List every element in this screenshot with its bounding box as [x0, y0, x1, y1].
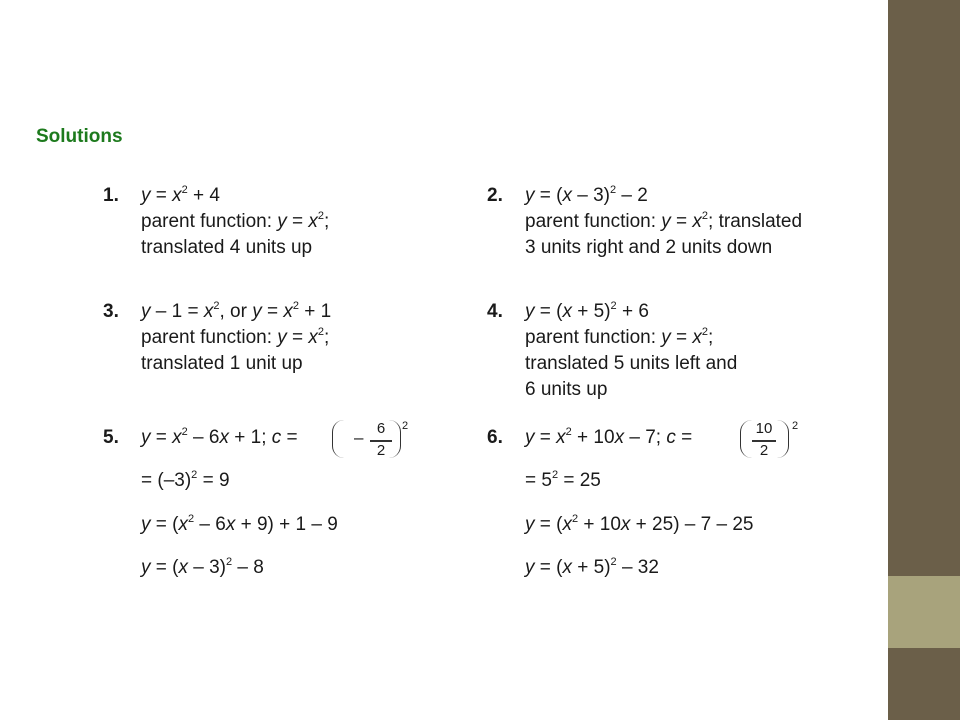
math-text: + 9) + 1 – 9 — [235, 514, 338, 535]
math-text: = ( — [534, 557, 563, 578]
problem-line — [141, 209, 329, 235]
problem-line — [141, 235, 329, 261]
math-text: parent function: — [141, 327, 278, 348]
fraction-denominator: 2 — [376, 442, 386, 459]
problem-line — [525, 351, 737, 377]
math-variable: y — [277, 211, 287, 232]
fraction-exponent: 2 — [792, 420, 799, 432]
exponent: 2 — [610, 555, 617, 568]
right-paren — [776, 420, 789, 458]
math-variable: x — [225, 514, 236, 535]
problem-body — [141, 425, 298, 451]
math-variable: y — [277, 327, 287, 348]
math-text: + 6 — [616, 301, 649, 322]
math-text: – 3) — [187, 557, 227, 578]
fraction-denominator: 2 — [759, 442, 769, 459]
sidebar-accent-band — [888, 576, 960, 648]
problem-line — [525, 325, 737, 351]
math-variable: x — [562, 185, 572, 206]
exponent: 2 — [571, 512, 579, 525]
math-variable: x — [172, 427, 182, 448]
problem-line — [525, 209, 802, 235]
math-text: + 25) – 7 – 25 — [630, 514, 754, 535]
left-paren — [332, 420, 345, 458]
exponent: 2 — [181, 425, 188, 438]
fraction-sign: – — [354, 428, 364, 447]
math-text: ; — [324, 211, 330, 232]
exponent: 2 — [610, 299, 617, 312]
problem-body — [525, 425, 692, 451]
step-6-2 — [525, 514, 753, 536]
problem-body — [525, 183, 802, 261]
math-text: parent function: — [525, 327, 662, 348]
math-variable: x — [178, 557, 188, 578]
problem-line — [141, 325, 331, 351]
fraction-numerator: 6 — [376, 420, 386, 437]
math-variable: y — [661, 327, 671, 348]
exponent: 2 — [213, 299, 220, 312]
exponent: 2 — [701, 209, 709, 222]
math-text: = ( — [150, 514, 179, 535]
math-text: = — [150, 185, 173, 206]
step-5-1 — [141, 470, 230, 492]
math-text: – 6 — [194, 514, 226, 535]
sidebar-decoration — [888, 0, 960, 720]
math-text: = 25 — [558, 470, 601, 491]
exponent: 2 — [292, 299, 299, 312]
math-text: – 3) — [571, 185, 611, 206]
math-variable: x — [283, 301, 293, 322]
problem-number: 2. — [487, 185, 503, 206]
math-text: = (–3) — [141, 470, 192, 491]
math-variable: y — [525, 557, 535, 578]
exponent: 2 — [191, 468, 198, 481]
math-text: = — [261, 301, 284, 322]
math-text: translated 5 units left and — [525, 353, 738, 374]
problem-number: 4. — [487, 301, 503, 322]
math-text: – 8 — [232, 557, 264, 578]
math-variable: x — [620, 514, 631, 535]
math-text: + 1 — [299, 301, 332, 322]
math-text: = — [670, 211, 693, 232]
math-text: ; — [324, 327, 330, 348]
math-variable: y — [525, 301, 535, 322]
problem-line — [525, 377, 737, 403]
math-variable: x — [614, 427, 625, 448]
exponent: 2 — [181, 183, 188, 196]
math-variable: y — [141, 185, 151, 206]
math-variable: x — [562, 557, 572, 578]
math-text: translated 4 units up — [141, 237, 313, 258]
math-text: – 32 — [616, 557, 659, 578]
math-text: 6 units up — [525, 379, 608, 400]
problem-line — [525, 183, 802, 209]
math-variable: x — [178, 514, 188, 535]
problem-body — [141, 299, 331, 377]
math-variable: y — [661, 211, 671, 232]
math-variable: y — [141, 301, 151, 322]
math-text: = — [281, 427, 298, 448]
math-variable: x — [203, 301, 214, 322]
math-variable: x — [692, 327, 702, 348]
math-text: + 10 — [571, 427, 615, 448]
problem-line — [141, 299, 331, 325]
exponent: 2 — [187, 512, 195, 525]
math-text: – 7; — [624, 427, 667, 448]
math-variable: y — [141, 427, 151, 448]
exponent: 2 — [551, 468, 559, 481]
problem-body — [141, 183, 329, 261]
math-text: = ( — [534, 301, 563, 322]
math-variable: y — [252, 301, 262, 322]
math-text: = — [534, 427, 557, 448]
math-variable: x — [308, 327, 318, 348]
math-text: = 9 — [197, 470, 230, 491]
exponent: 2 — [701, 325, 709, 338]
problem-line — [525, 235, 802, 261]
fraction-problem-6 — [740, 420, 820, 464]
math-text: = — [675, 427, 693, 448]
problem-line — [525, 299, 737, 325]
math-text: ; — [708, 327, 714, 348]
step-6-3 — [525, 557, 659, 579]
math-text: + 1; — [228, 427, 272, 448]
math-variable: y — [525, 185, 535, 206]
exponent: 2 — [565, 425, 572, 438]
fraction-exponent: 2 — [402, 420, 409, 432]
problem-line — [141, 351, 331, 377]
math-variable: x — [556, 427, 566, 448]
right-paren — [388, 420, 401, 458]
math-variable: x — [308, 211, 318, 232]
solutions-heading: Solutions — [36, 126, 123, 147]
fraction-numerator: 10 — [755, 420, 773, 437]
math-text: – 6 — [187, 427, 220, 448]
problem-number: 1. — [103, 185, 119, 206]
math-text: = ( — [150, 557, 179, 578]
math-variable: y — [525, 427, 535, 448]
math-variable: x — [172, 185, 182, 206]
math-text: = ( — [534, 514, 563, 535]
math-text: , or — [219, 301, 253, 322]
math-variable: y — [141, 514, 151, 535]
math-variable: c — [666, 427, 676, 448]
exponent: 2 — [610, 183, 617, 196]
math-text: + 4 — [187, 185, 221, 206]
math-text: parent function: — [141, 211, 278, 232]
math-text: + 5) — [571, 557, 611, 578]
problem-number: 5. — [103, 427, 119, 448]
math-text: = — [286, 327, 309, 348]
problem-line — [525, 425, 692, 451]
math-text: parent function: — [525, 211, 662, 232]
exponent: 2 — [317, 209, 325, 222]
step-5-3 — [141, 557, 264, 579]
math-text: = — [286, 211, 309, 232]
math-variable: x — [562, 301, 572, 322]
math-text: = ( — [534, 185, 563, 206]
fraction-problem-5 — [332, 420, 412, 464]
math-text: translated 1 unit up — [141, 353, 303, 374]
math-text: + 5) — [571, 301, 611, 322]
math-text: = — [670, 327, 693, 348]
math-variable: c — [271, 427, 282, 448]
problem-number: 3. — [103, 301, 119, 322]
math-text: ; translated — [708, 211, 803, 232]
problem-line — [141, 183, 329, 209]
problem-body — [525, 299, 737, 403]
math-text: – 1 = — [150, 301, 204, 322]
math-text: + 10 — [578, 514, 621, 535]
math-variable: x — [692, 211, 702, 232]
exponent: 2 — [226, 555, 233, 568]
math-text: 3 units right and 2 units down — [525, 237, 773, 258]
step-6-1 — [525, 470, 601, 492]
problem-line — [141, 425, 298, 451]
exponent: 2 — [317, 325, 325, 338]
math-variable: y — [525, 514, 535, 535]
math-text: – 2 — [616, 185, 648, 206]
math-variable: x — [562, 514, 572, 535]
problem-number: 6. — [487, 427, 503, 448]
math-variable: x — [219, 427, 229, 448]
step-5-2 — [141, 514, 338, 536]
math-text: = — [150, 427, 173, 448]
math-text: = 5 — [525, 470, 552, 491]
math-variable: y — [141, 557, 151, 578]
